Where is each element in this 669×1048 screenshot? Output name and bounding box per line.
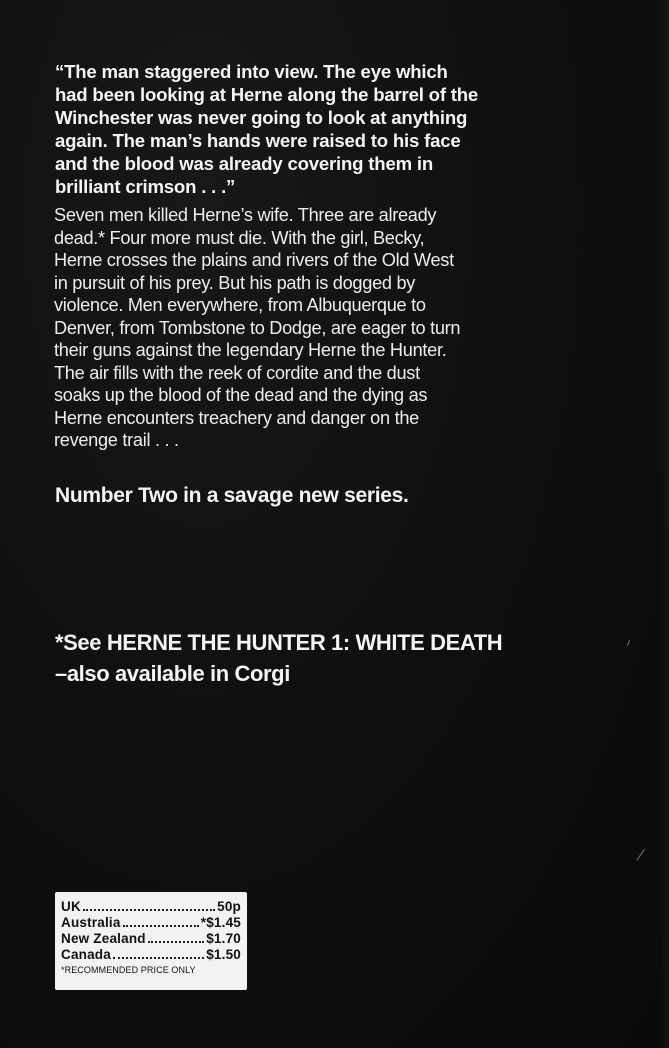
price-row-new-zealand bbox=[61, 931, 241, 947]
price-country: Australia bbox=[61, 915, 121, 930]
price-amount: $1.70 bbox=[206, 931, 241, 946]
excerpt-quote: “The man staggered into view. The eye which had been looking at Herne along the barrel of the Winchester was never going to look at anything again. The man’s hands were raised to his face and the blood was already covering them in brilliant crimson . . .” bbox=[55, 61, 479, 197]
price-country: New Zealand bbox=[61, 931, 146, 946]
cover-edge bbox=[659, 0, 669, 1048]
cross-reference-note: *See HERNE THE HUNTER 1: WHITE DEATH –also available in Corgi bbox=[55, 630, 503, 686]
price-row-australia bbox=[61, 915, 241, 931]
price-amount: 50p bbox=[217, 899, 241, 914]
price-leader-dots bbox=[83, 909, 215, 911]
surface-scratch bbox=[636, 849, 645, 861]
series-tagline: Number Two in a savage new series. bbox=[55, 484, 409, 507]
price-footnote: *RECOMMENDED PRICE ONLY bbox=[61, 965, 196, 975]
price-leader-dots bbox=[123, 925, 199, 927]
price-amount: $1.50 bbox=[206, 947, 241, 962]
price-country: UK bbox=[61, 899, 81, 914]
price-amount: *$1.45 bbox=[200, 915, 241, 930]
price-country: Canada bbox=[61, 947, 111, 962]
price-sticker bbox=[55, 892, 247, 990]
price-row-canada bbox=[61, 947, 241, 963]
price-row-uk bbox=[61, 899, 241, 915]
price-leader-dots bbox=[113, 957, 204, 959]
synopsis-blurb: Seven men killed Herne’s wife. Three are already dead.* Four more must die. With the girl, Becky, Herne crosses the plains and rivers of the Old West in pursuit of his prey. But his path is dogged by violence. Men everywhere, from Albuquerque to Denver, from Tombstone to Dodge, are eager to turn their guns against the legendary Herne the Hunter. The air fills with the reek of cordite and the dust soaks up the blood of the dead and the dying as Herne encounters treachery and danger on the revenge trail . . . bbox=[54, 205, 461, 450]
price-leader-dots bbox=[148, 941, 204, 943]
